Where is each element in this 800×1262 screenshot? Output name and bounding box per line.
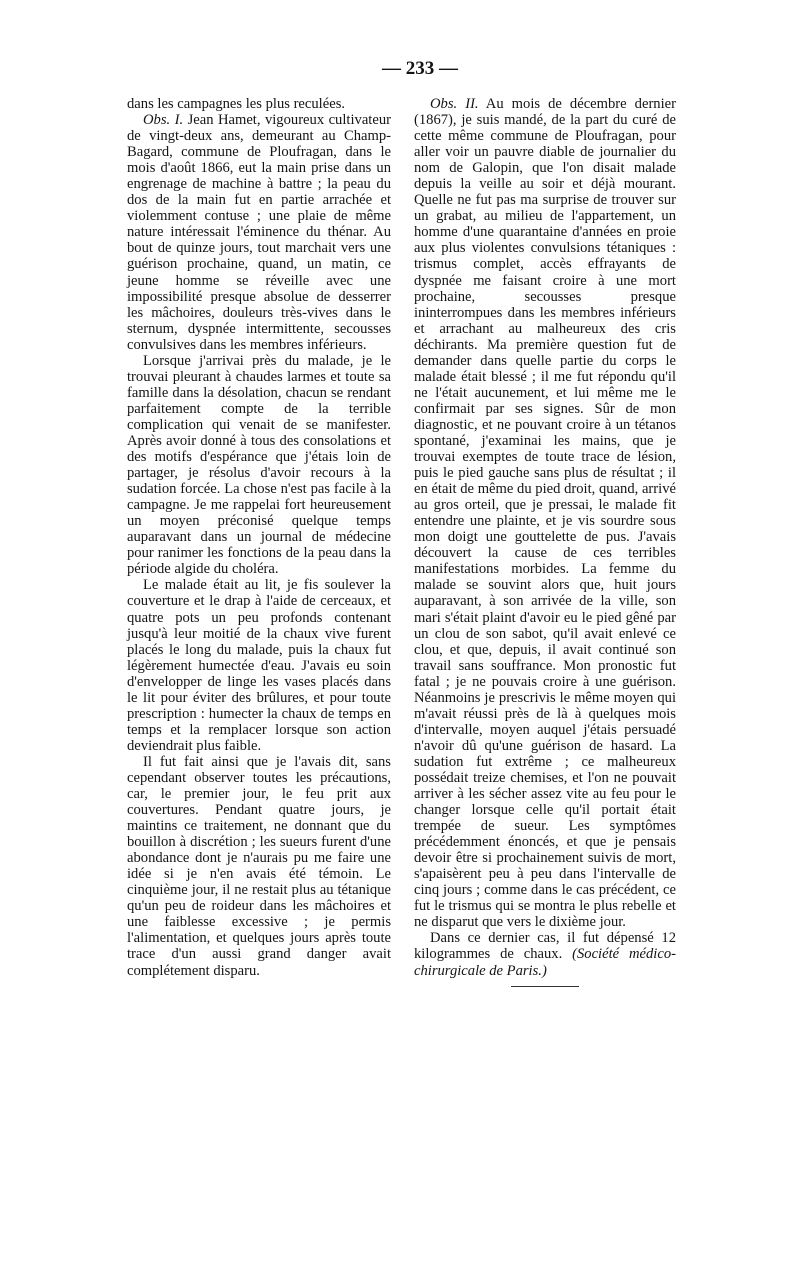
right-column <box>414 96 676 987</box>
observation-1-text: Jean Hamet, vigoureux cultivateur de vingt-deux ans, demeurant au Champ-Bagard, commune de Ploufragan, dans le mois d'août 1866, eut la main prise dans un engrenage de machine à battre ; la peau du dos de la main fut en partie arrachée et violemment contuse ; une plaie de même nature intéressait l'éminence du thénar. Au bout de quinze jours, tout marchait vers une guérison prochaine, quand, un matin, ce jeune homme se réveille avec une impossibilité presque absolue de desserrer les mâchoires, douleurs très-vives dans le sternum, dyspnée intermittente, secousses convulsives dans les membres inférieurs. <box>127 112 391 353</box>
source-citation: (Société médico-chirurgicale de Paris.) <box>414 946 676 979</box>
paragraph-observation-2 <box>414 96 676 930</box>
section-end-rule <box>511 986 579 987</box>
paragraph-outcome: Il fut fait ainsi que je l'avais dit, sans cependant observer toutes les précautions, car, le premier jour, le feu prit aux couvertures. Pendant quatre jours, je maintins ce traitement, ne donnant que du bouillon à discrétion ; les sueurs furent d'une abondance dont je n'aurais pu me faire une idée si je n'en avais été témoin. Le cinquième jour, il ne restait plus au tétanique qu'un peu de roideur dans les mâchoires et une faiblesse excessive ; je permis l'alimentation, et quelques jours après toute trace d'un aussi grand danger avait complétement disparu. <box>127 753 391 979</box>
left-column <box>127 96 391 979</box>
paragraph-conclusion <box>414 930 676 978</box>
conclusion-text: Dans ce dernier cas, il fut dépensé 12 kilogrammes de chaux. <box>414 930 676 963</box>
observation-2-label: Obs. II. <box>430 96 479 112</box>
paragraph-arrival: Lorsque j'arrivai près du malade, je le trouvai pleurant à chaudes larmes et toute sa famille dans la désolation, chacun se rendant parfaitement compte de la terrible complication qui venait de se manifester. Après avoir donné à tous des consolations et des motifs d'espérance que j'étais loin de partager, je résolus d'avoir recours à la sudation forcée. La chose n'est pas facile à la campagne. Je me rappelai fort heureusement un moyen préconisé quelque temps auparavant dans un journal de médecine pour ranimer les fonctions de la peau dans la période algide du choléra. <box>127 352 391 578</box>
observation-1-label: Obs. I. <box>143 112 184 129</box>
paragraph-continuation: dans les campagnes les plus reculées. <box>127 96 346 112</box>
observation-2-text: Au mois de décembre dernier (1867), je suis mandé, de la part du curé de cette même commune de Ploufragan, pour aller voir un pauvre diable de journalier du nom de Galopin, que l'on disait malade depuis la veille au soir et déjà mourant. Quelle ne fut pas ma surprise de trouver sur un grabat, au milieu de l'appartement, un homme d'une quarantaine d'années en proie aux plus violentes convulsions tétaniques : trismus complet, accès effrayants de dyspnée me faisant croire à une mort prochaine, secousses presque ininterrompues dans les membres inférieurs et arrachant au malheureux des cris déchirants. Ma première question fut de demander dans quelle partie du corps le malade était blessé ; il me fut répondu qu'il ne l'était aucunement, et lui même me le confirmait par ses signes. Sûr de mon diagnostic, et ne pouvant croire à un tétanos spontané, j'examinai les mains, que je trouvai exemptes de toute trace de lésion, puis le pied gauche sans plus de résultat ; il en était de même du pied droit, quand, arrivé au gros orteil, que je pressai, le malade fit entendre une plainte, et je vis sourdre sous mon doigt une gouttelette de pus. J'avais découvert la cause de ces terribles manifestations morbides. La femme du malade se souvint alors que, huit jours auparavant, à son arrivée de la ville, son mari s'était plaint d'avoir eu le pied gêné par un clou de son sabot, qu'il avait enlevé ce clou, et que, depuis, il avait continué son travail sans souffrance. Mon pronostic fut fatal ; je ne pouvais croire à une guérison. Néanmoins je prescrivis le même moyen qui m'avait réussi près de là à quelques mois d'intervalle, moyen auquel j'étais persuadé n'avoir dû qu'une guérison de hasard. La sudation fut extrême ; ce malheureux possédait treize chemises, et l'on ne pouvait arriver à les sécher assez vite au feu pour le changer lorsque celle qu'il portait était trempée de sueur. Les symptômes précédemment énoncés, et que je pensais devoir être si prochainement suivis de mort, s'apaisèrent peu à peu dans l'intervalle de cinq jours ; comme dans le cas précédent, ce fut le trismus qui se montra le plus rebelle et ne disparut que vers le dixième jour. <box>414 96 676 931</box>
paragraph-observation-1 <box>127 112 391 353</box>
paragraph-treatment: Le malade était au lit, je fis soulever la couverture et le drap à l'aide de cerceaux, et quatre pots un peu profonds contenant jusqu'à leur moitié de la chaux vive furent placés le long du malade, puis la chaux fut légèrement humectée d'eau. J'avais eu soin d'envelopper de linge les vases placés dans le lit pour éviter des brûlures, et pour toute prescription : humecter la chaux de temps en temps et la remplacer lorsque son action deviendrait plus faible. <box>127 577 391 754</box>
page-number: — 233 — <box>382 58 458 79</box>
